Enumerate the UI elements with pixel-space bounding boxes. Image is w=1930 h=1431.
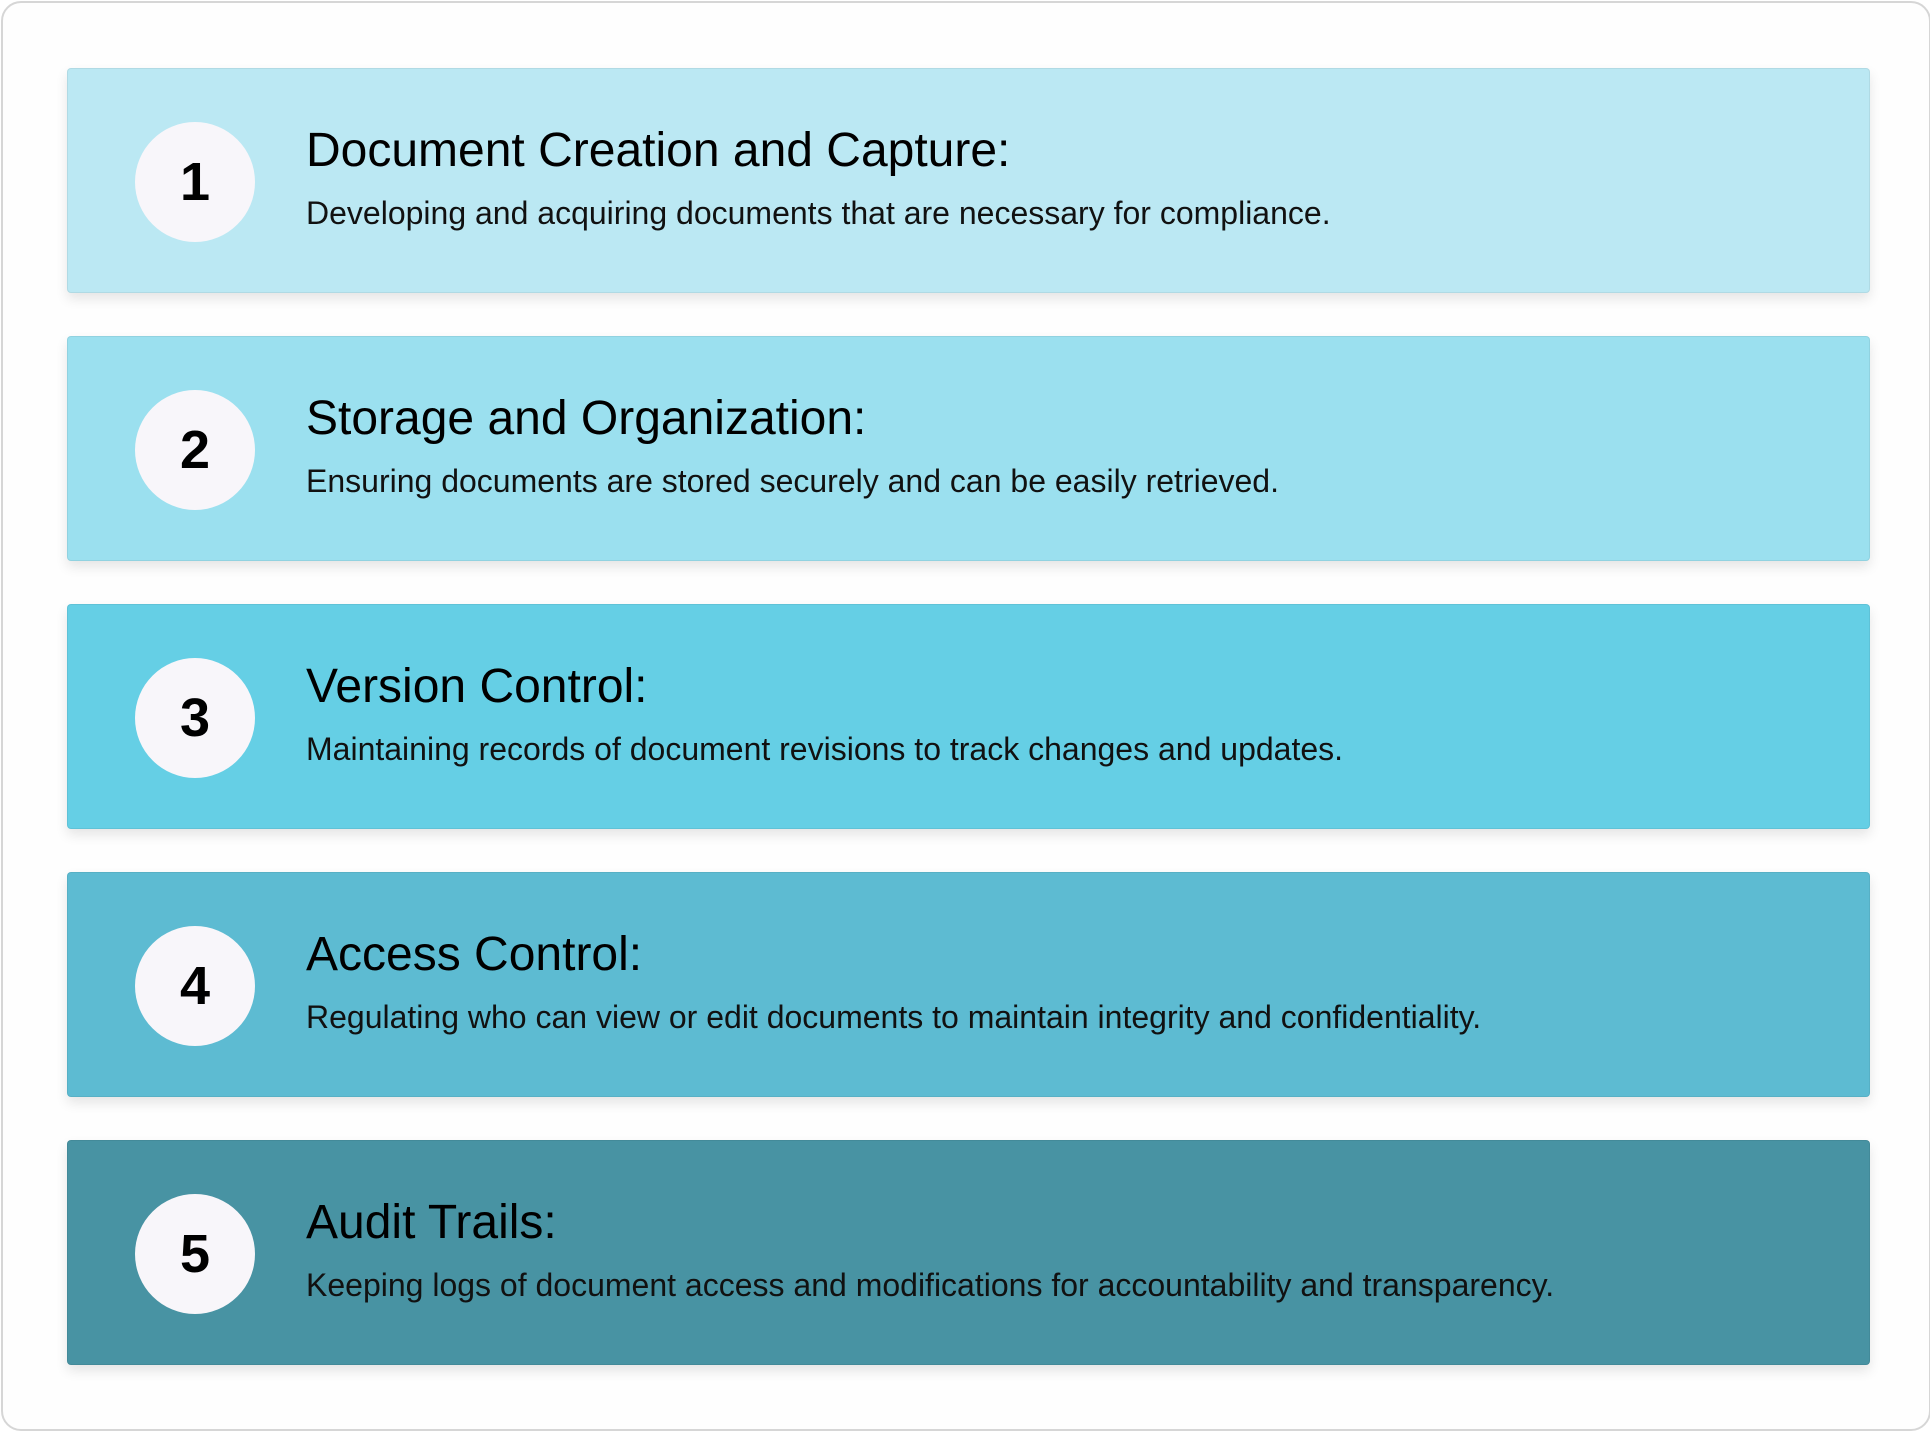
step-card-1: [67, 68, 1870, 293]
diagram-frame: [1, 1, 1930, 1431]
step-description: Keeping logs of document access and modifications for accountability and transparency.: [306, 1267, 1555, 1303]
step-title: Storage and Organization:: [306, 392, 867, 445]
step-number-badge: 3: [135, 658, 255, 778]
step-card-2: [67, 336, 1870, 561]
step-title: Version Control:: [306, 660, 648, 713]
step-title: Document Creation and Capture:: [306, 124, 1011, 177]
step-title: Access Control:: [306, 928, 643, 981]
step-title: Audit Trails:: [306, 1196, 557, 1249]
step-number-badge: 2: [135, 390, 255, 510]
step-card-3: [67, 604, 1870, 829]
step-number-badge: 5: [135, 1194, 255, 1314]
step-description: Regulating who can view or edit documents to maintain integrity and confidentiality.: [306, 999, 1482, 1035]
step-number-badge: 1: [135, 122, 255, 242]
step-number-badge: 4: [135, 926, 255, 1046]
step-card-5: [67, 1140, 1870, 1365]
step-description: Maintaining records of document revisions to track changes and updates.: [306, 731, 1344, 767]
step-description: Ensuring documents are stored securely and can be easily retrieved.: [306, 463, 1279, 499]
step-description: Developing and acquiring documents that are necessary for compliance.: [306, 195, 1331, 231]
step-card-4: [67, 872, 1870, 1097]
